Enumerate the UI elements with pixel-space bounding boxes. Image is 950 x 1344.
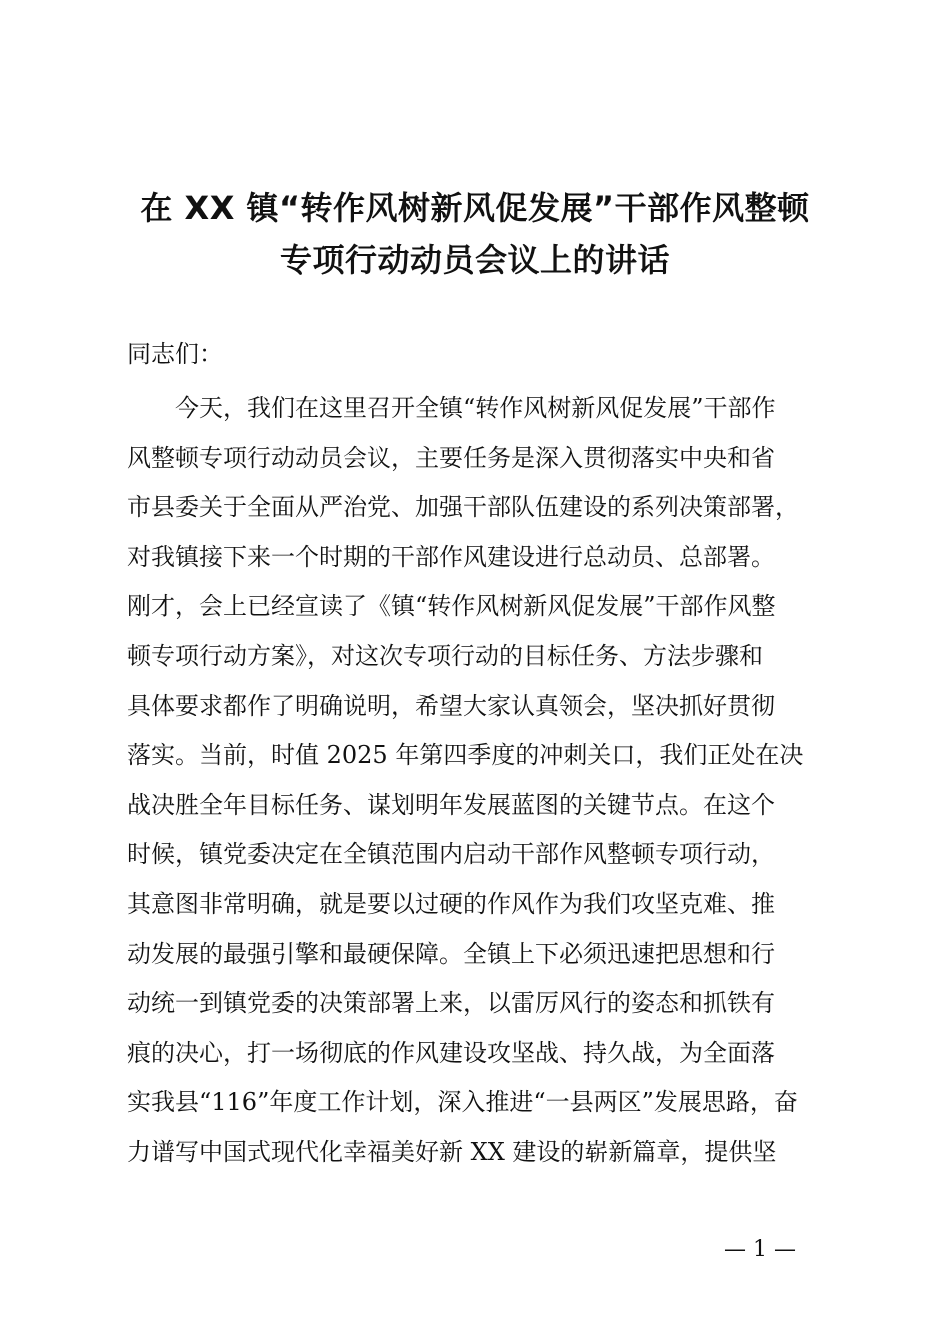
body-line: 具体要求都作了明确说明，希望大家认真领会，坚决抓好贯彻 bbox=[127, 691, 775, 720]
body-line: 其意图非常明确，就是要以过硬的作风作为我们攻坚克难、推 bbox=[127, 889, 775, 918]
page-number: — 1 — bbox=[724, 1237, 796, 1262]
title-line: 专项行动动员会议上的讲话 bbox=[279, 241, 670, 279]
title-line: 在 XX 镇“转作风树新风促发展”干部作风整顿 bbox=[140, 189, 810, 227]
body-line: 动统一到镇党委的决策部署上来，以雷厉风行的姿态和抓铁有 bbox=[127, 989, 775, 1018]
salutation: 同志们： bbox=[127, 340, 223, 368]
body-line: 今天，我们在这里召开全镇“转作风树新风促发展”干部作 bbox=[175, 394, 776, 422]
body-line: 痕的决心，打一场彻底的作风建设攻坚战、持久战，为全面落 bbox=[127, 1038, 775, 1067]
body-line: 力谱写中国式现代化幸福美好新 XX 建设的崭新篇章，提供坚 bbox=[127, 1137, 777, 1166]
body-line: 顿专项行动方案》，对这次专项行动的目标任务、方法步骤和 bbox=[127, 641, 763, 670]
speech-title bbox=[60, 182, 890, 286]
body-line: 对我镇接下来一个时期的干部作风建设进行总动员、总部署。 bbox=[127, 542, 775, 571]
body-line: 时候，镇党委决定在全镇范围内启动干部作风整顿专项行动， bbox=[127, 840, 775, 869]
body-line: 刚才，会上已经宣读了《镇“转作风树新风促发展”干部作风整 bbox=[127, 592, 776, 621]
body-line: 市县委关于全面从严治党、加强干部队伍建设的系列决策部署， bbox=[127, 493, 799, 522]
body-line: 动发展的最强引擎和最硬保障。全镇上下必须迅速把思想和行 bbox=[127, 939, 775, 968]
body-line: 战决胜全年目标任务、谋划明年发展蓝图的关键节点。在这个 bbox=[127, 790, 775, 819]
speech-body bbox=[127, 384, 847, 1178]
body-line: 风整顿专项行动动员会议，主要任务是深入贯彻落实中央和省 bbox=[127, 443, 775, 472]
body-line: 实我县“116”年度工作计划，深入推进“一县两区”发展思路，奋 bbox=[127, 1088, 798, 1117]
body-line: 落实。当前，时值 2025 年第四季度的冲刺关口，我们正处在决 bbox=[127, 741, 804, 770]
